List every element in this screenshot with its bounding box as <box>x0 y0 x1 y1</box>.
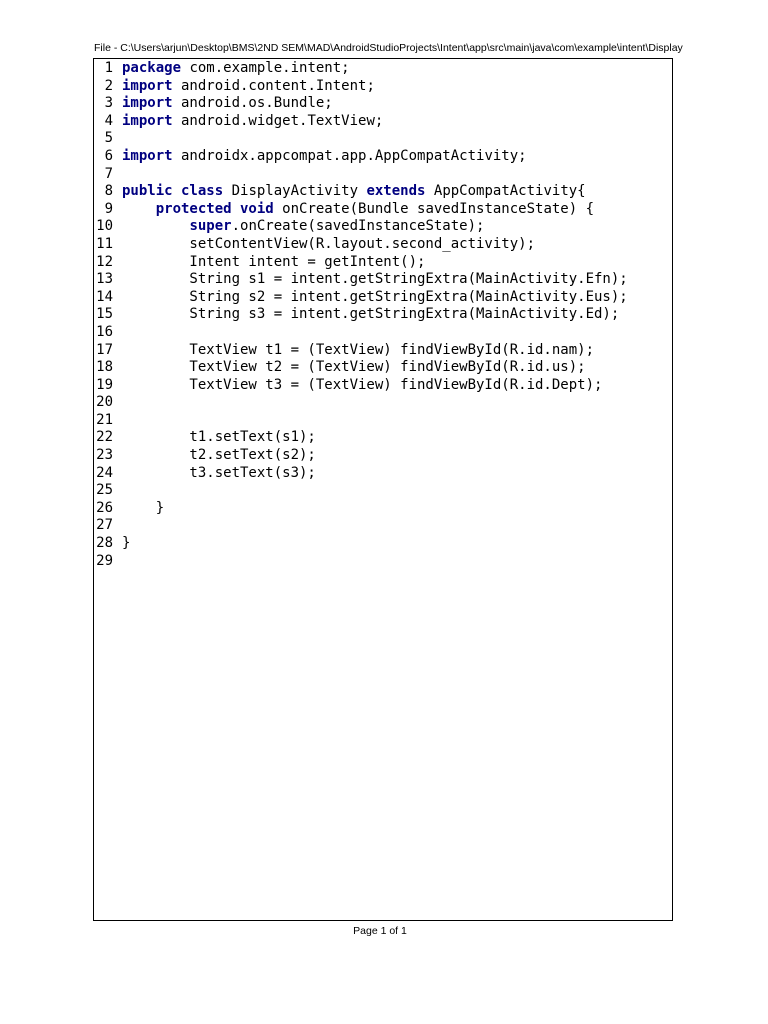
code-line <box>94 183 672 201</box>
line-number: 2 <box>104 77 113 94</box>
code-line <box>94 201 672 219</box>
code-text: setContentView(R.layout.second_activity); <box>122 235 536 252</box>
code-text: String s1 = intent.getStringExtra(MainActivity.Efn); <box>122 271 628 288</box>
code-text: com.example.intent; <box>181 60 350 76</box>
line-number: 17 <box>96 341 113 358</box>
code-line <box>94 113 672 131</box>
code-text: onCreate(Bundle savedInstanceState) { <box>273 200 595 217</box>
code-line <box>94 412 672 430</box>
code-keyword: package <box>122 60 182 76</box>
code-keyword: super <box>189 218 232 235</box>
code-line <box>94 359 672 377</box>
code-text: String s3 = intent.getStringExtra(MainActivity.Ed); <box>122 306 620 323</box>
line-code <box>122 359 586 377</box>
line-code <box>122 429 316 447</box>
code-listing-frame <box>93 58 673 921</box>
line-number: 24 <box>96 464 113 481</box>
line-code <box>122 289 628 307</box>
code-line <box>94 482 672 500</box>
code-text: TextView t3 = (TextView) findViewById(R.id.Dept); <box>122 376 603 393</box>
code-keyword: protected void <box>155 200 274 217</box>
line-code <box>122 465 316 483</box>
code-line <box>94 377 672 395</box>
code-text: android.widget.TextView; <box>172 112 384 129</box>
file-path-header: File - C:\Users\arjun\Desktop\BMS\2ND SEM\MAD\AndroidStudioProjects\Intent\app\src\main\java\com\example\intent\Display <box>94 42 683 54</box>
code-line <box>94 166 672 184</box>
line-code <box>122 306 619 324</box>
code-line <box>94 447 672 465</box>
line-code <box>122 447 316 465</box>
line-number: 27 <box>96 517 113 534</box>
line-code <box>122 218 484 236</box>
line-code <box>122 148 527 166</box>
code-text: t2.setText(s2); <box>122 447 316 464</box>
code-line <box>94 500 672 518</box>
code-text: AppCompatActivity{ <box>425 183 586 200</box>
code-line <box>94 394 672 412</box>
line-number: 13 <box>96 271 113 288</box>
code-line <box>94 342 672 360</box>
code-text: android.os.Bundle; <box>172 95 333 112</box>
line-number: 16 <box>96 323 113 340</box>
line-number: 3 <box>104 95 113 112</box>
code-keyword: public class <box>122 183 224 200</box>
line-code <box>122 236 535 254</box>
line-number: 14 <box>96 288 113 305</box>
line-code <box>122 535 130 553</box>
line-number: 10 <box>96 218 113 235</box>
code-keyword: import <box>122 77 173 94</box>
code-line <box>94 517 672 535</box>
code-line <box>94 130 672 148</box>
code-listing <box>94 60 672 570</box>
line-number: 18 <box>96 359 113 376</box>
code-line <box>94 324 672 342</box>
code-keyword: extends <box>366 183 426 200</box>
code-line <box>94 95 672 113</box>
line-number: 9 <box>104 200 113 217</box>
code-line <box>94 306 672 324</box>
code-line <box>94 236 672 254</box>
code-line <box>94 429 672 447</box>
code-text: t1.setText(s1); <box>122 429 316 446</box>
line-number: 28 <box>96 535 113 552</box>
line-number: 25 <box>96 482 113 499</box>
line-code <box>122 342 594 360</box>
code-line <box>94 535 672 553</box>
code-line <box>94 60 672 78</box>
line-code <box>122 500 164 518</box>
line-number: 6 <box>104 147 113 164</box>
line-code <box>122 271 628 289</box>
page-number: Page 1 of 1 <box>353 925 407 937</box>
line-number: 11 <box>96 235 113 252</box>
code-text: .onCreate(savedInstanceState); <box>231 218 485 235</box>
code-line <box>94 78 672 96</box>
code-text: } <box>122 535 131 552</box>
code-text: DisplayActivity <box>223 183 367 200</box>
code-text: } <box>122 499 165 516</box>
line-number: 5 <box>104 130 113 147</box>
code-keyword: import <box>122 112 173 129</box>
line-number: 20 <box>96 394 113 411</box>
code-text: Intent intent = getIntent(); <box>122 253 426 270</box>
line-number: 21 <box>96 411 113 428</box>
code-text: String s2 = intent.getStringExtra(MainActivity.Eus); <box>122 288 628 305</box>
line-number: 8 <box>104 183 113 200</box>
line-number: 23 <box>96 447 113 464</box>
line-number: 1 <box>104 60 113 76</box>
code-keyword: import <box>122 147 173 164</box>
code-line <box>94 271 672 289</box>
line-code <box>122 254 425 272</box>
code-line <box>94 148 672 166</box>
line-number: 7 <box>104 165 113 182</box>
code-keyword: import <box>122 95 173 112</box>
code-line <box>94 289 672 307</box>
code-text: TextView t1 = (TextView) findViewById(R.id.nam); <box>122 341 595 358</box>
code-text: TextView t2 = (TextView) findViewById(R.id.us); <box>122 359 586 376</box>
line-number: 12 <box>96 253 113 270</box>
code-text <box>122 201 156 217</box>
code-text <box>122 218 189 234</box>
line-code <box>122 78 375 96</box>
line-number: 19 <box>96 376 113 393</box>
line-number: 29 <box>96 552 113 569</box>
line-number: 26 <box>96 499 113 516</box>
code-text: androidx.appcompat.app.AppCompatActivity; <box>172 147 527 164</box>
line-code <box>122 113 383 131</box>
code-line <box>94 254 672 272</box>
line-code <box>122 60 350 78</box>
code-line <box>94 218 672 236</box>
line-number: 22 <box>96 429 113 446</box>
code-line <box>94 553 672 571</box>
line-code <box>122 201 594 219</box>
line-number: 15 <box>96 306 113 323</box>
line-code <box>122 95 333 113</box>
line-code <box>122 183 586 201</box>
code-line <box>94 465 672 483</box>
code-text: t3.setText(s3); <box>122 464 316 481</box>
line-number: 4 <box>104 112 113 129</box>
code-text: android.content.Intent; <box>172 77 375 94</box>
line-code <box>122 377 602 395</box>
